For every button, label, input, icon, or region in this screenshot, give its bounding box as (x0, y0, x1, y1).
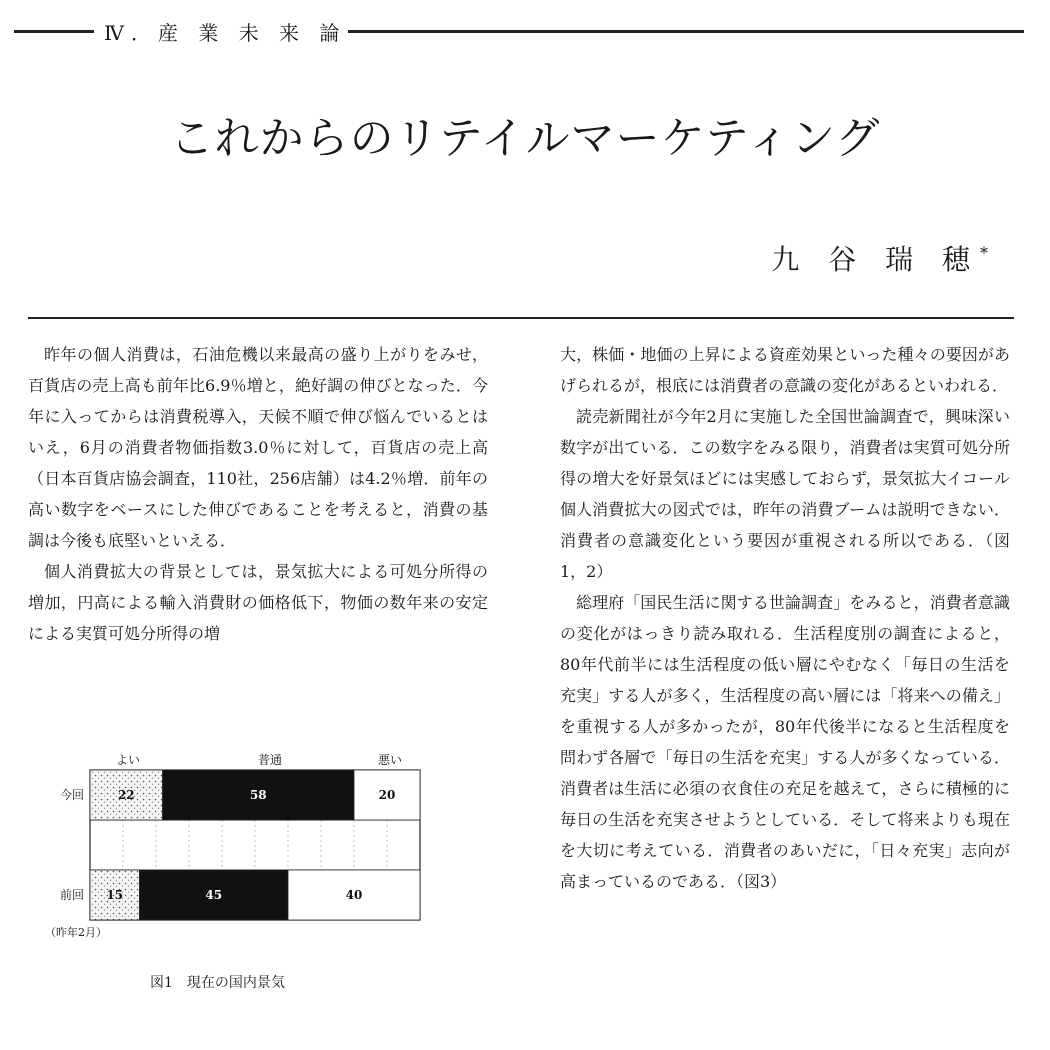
category-label: 今回 (59, 788, 84, 802)
body-column-right (560, 339, 1010, 897)
data-label: 45 (205, 888, 223, 902)
data-label: 20 (378, 788, 396, 802)
column-header: 悪い (377, 753, 403, 767)
column-header: よい (115, 753, 141, 767)
data-label: 22 (117, 788, 135, 802)
paragraph: 総理府「国民生活に関する世論調査」をみると，消費者意識の変化がはっきり読み取れる．生活程度別の調査によると，80年代前半には生活程度の低い層にやむなく「毎日の生活を充実」する人が多く，生活程度の高い層には「将来への備え」を重視する人が多かったが，80年代後半になると生活程度を問わず各層で「毎日の生活を充実」する人が多くなっている．消費者は生活に必須の衣食住の充足を越えて，さらに積極的に毎日の生活を充実させようとしている．そして将来よりも現在を大切に考えている．消費者のあいだに，「日々充実」志向が高まっているのである．（図3） (560, 593, 1010, 891)
data-label: 58 (249, 788, 267, 802)
paragraph: 昨年の個人消費は，石油危機以来最高の盛り上がりをみせ，百貨店の売上高も前年比6.9％増と，絶好調の伸びとなった．今年に入ってからは消費税導入，天候不順で伸び悩んでいるとはいえ，6月の消費者物価指数3.0％に対して，百貨店の売上高（日本百貨店協会調査，110社，256店舗）は4.2％増．前年の高い数字をベースにした伸びであることを考えると，消費の基調は今後も底堅いといえる． (28, 345, 488, 550)
author-footnote-mark: * (980, 243, 988, 263)
figure-1-chart (40, 750, 440, 960)
author-line (771, 238, 988, 278)
column-header: 普通 (257, 753, 283, 767)
header-rule-left (14, 30, 94, 33)
author-name: 九 谷 瑞 穂 (771, 243, 980, 276)
paragraph: 個人消費拡大の背景としては，景気拡大による可処分所得の増加，円高による輸入消費財の価格低下，物価の数年来の安定による実質可処分所得の増 (28, 562, 488, 643)
paragraph: 大，株価・地価の上昇による資産効果といった種々の要因があげられるが，根底には消費者の意識の変化があるといわれる． (560, 345, 1010, 395)
paragraph: 読売新聞社が今年2月に実施した全国世論調査で，興味深い数字が出ている．この数字をみる限り，消費者は実質可処分所得の増大を好景気ほどには実感しておらず，景気拡大イコール個人消費拡大の図式では，昨年の消費ブームは説明できない．消費者の意識変化という要因が重視される所以である．（図1，2） (560, 407, 1010, 581)
body-rule (28, 317, 1014, 319)
chart-note: （昨年2月） (45, 926, 107, 939)
data-label: 15 (106, 888, 124, 902)
data-label: 40 (345, 888, 363, 902)
figure-1 (40, 750, 440, 1000)
section-label: Ⅳ．産 業 未 来 論 (104, 21, 347, 45)
header-rule-right (348, 30, 1024, 33)
body-column-left (28, 339, 488, 649)
category-label: 前回 (59, 888, 84, 902)
article-title: これからのリテイルマーケティング (169, 113, 881, 164)
figure-1-caption: 図1 現在の国内景気 (150, 975, 285, 991)
